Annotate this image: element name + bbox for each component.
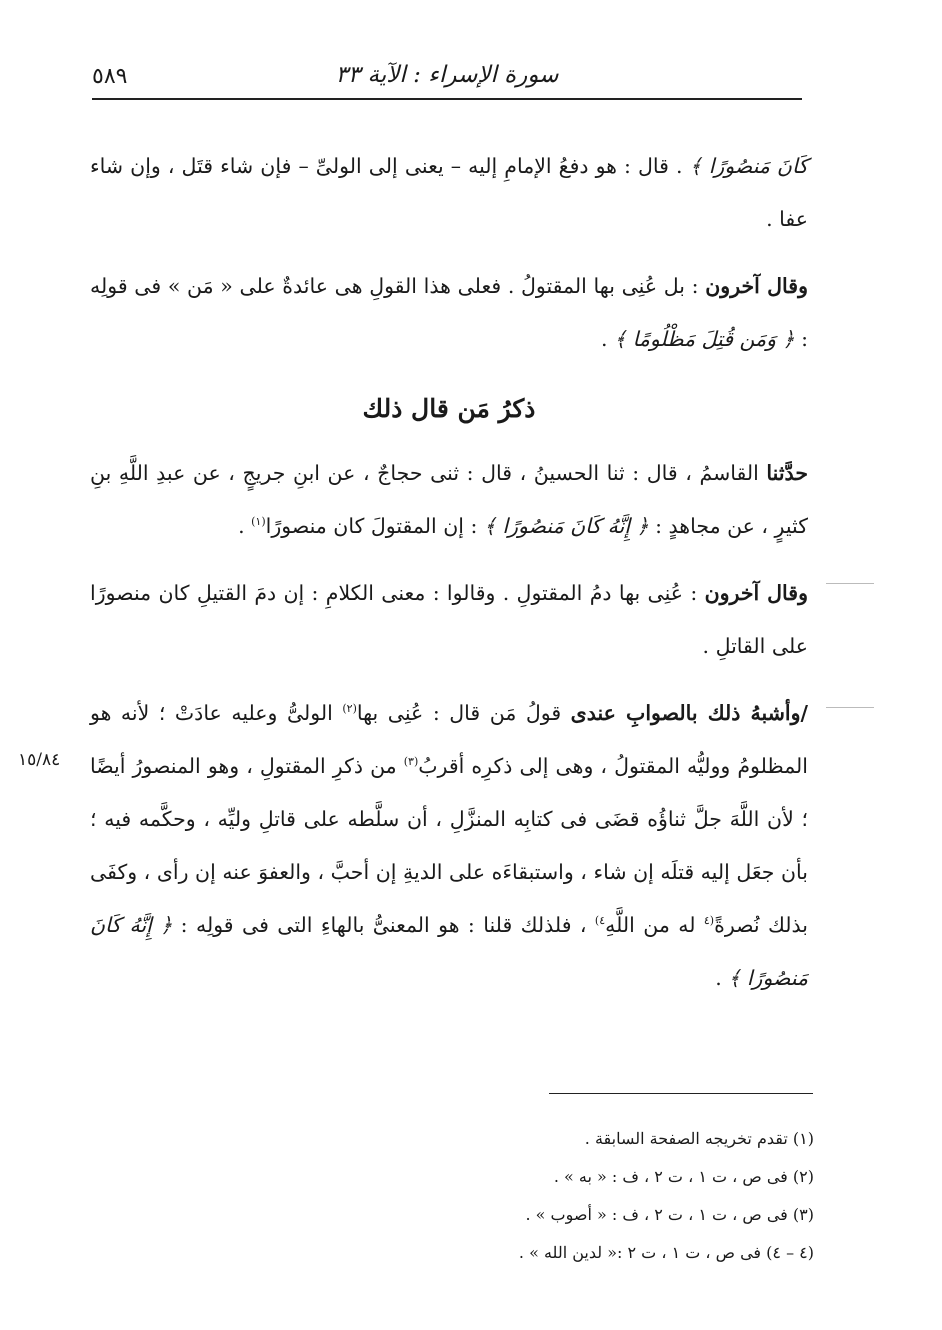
paragraph-text: ، فلذلك قلنا : هو المعنىُّ بالهاءِ التى فى قولِه :	[172, 913, 595, 937]
paragraph-end: .	[715, 966, 729, 990]
paragraph-text: الولىُّ وعليه عادَتْ ؛ لأنه هو المظلومُ ووليُّه المقتولُ ، وهى إلى ذكرِه أقربُ	[90, 701, 808, 778]
paragraph-2	[90, 260, 808, 366]
footnotes	[300, 1120, 814, 1272]
paragraph-5	[90, 687, 808, 1005]
main-text	[90, 140, 808, 1005]
footnote: (٤ – ٤) فى ص ، ت ١ ، ت ٢ :« لدين الله » .	[518, 1243, 814, 1262]
paragraph-text: من ذكرِ المقتولِ ، وهو المنصورُ أيضًا ؛ لأن اللَّهَ جلَّ ثناؤُه قضَى فى كتابِه المنزَّلِ ، أن سلَّطه على قاتلِ وليِّه ، وحكَّمه فيه ؛ بأن جعَل إليه قتلَه إن شاء ، واستبقاءَه على الديةِ إن أحبَّ ، والعفوَ عنه إن رأى ، وكفَى بذلك نُصرةً	[90, 754, 809, 937]
paragraph-end: .	[238, 514, 252, 538]
footnote: (٢) فى ص ، ت ١ ، ت ٢ ، ف : « به » .	[553, 1167, 814, 1186]
quran-quote: ﴿ وَمَن قُتِلَ مَظْلُومًا ﴾	[614, 327, 795, 351]
paragraph-text: : بل عُنِى بها المقتولُ . فعلى هذا القولِ هى عائدةٌ على « مَن » فى قولِه :	[90, 274, 808, 351]
paragraph-text: قولُ مَن قال : عُنِى بها	[356, 701, 571, 725]
margin-reference: ١٥/٨٤	[18, 750, 61, 770]
paragraph-lead: وقال آخرون	[704, 581, 808, 605]
footnote-ref: (٣)	[403, 755, 419, 769]
footnote-ref: (٤	[703, 914, 715, 928]
paragraph-3	[90, 447, 808, 553]
page-number: ٥٨٩	[92, 64, 128, 89]
quran-quote: ﴿ إِنَّهُ كَانَ مَنصُورًا ﴾	[90, 913, 808, 990]
paragraph-lead: وقال آخرون	[705, 274, 808, 298]
footnote: (٣) فى ص ، ت ١ ، ت ٢ ، ف : « أصوب » .	[525, 1205, 814, 1224]
quran-quote: ﴿ إِنَّهُ كَانَ مَنصُورًا ﴾	[483, 514, 649, 538]
footnote: (١) تقدم تخريجه الصفحة السابقة .	[584, 1129, 814, 1148]
footnote-ref: (١)	[251, 515, 266, 529]
quran-quote: كَانَ مَنصُورًا ﴾	[689, 154, 808, 178]
paragraph-text: : عُنِى بها دمُ المقتولِ . وقالوا : معنى الكلامِ : إن دمَ القتيلِ كان منصورًا على القاتلِ .	[90, 581, 808, 658]
paragraph-4	[90, 567, 808, 673]
footnote-ref: ٤)	[594, 914, 606, 928]
paragraph-end: .	[601, 327, 615, 351]
paragraph-text: له من اللَّهِ	[605, 913, 704, 937]
margin-mark	[826, 707, 874, 708]
page-header	[92, 58, 802, 100]
paragraph-lead: /وأشبهُ ذلك بالصوابِ عندى	[570, 701, 808, 725]
running-title: سورة الإسراء : الآية ٣٣	[335, 62, 559, 88]
paragraph-text: : إن المقتولَ كان منصورًا	[265, 514, 484, 538]
paragraph-text: القاسمُ ، قال : ثنا الحسينُ ، قال : ثنى حجاجٌ ، عن ابنِ جريجٍ ، عن عبدِ اللَّهِ بنِ كثيرٍ ، عن مجاهدٍ :	[90, 461, 808, 538]
footnote-divider	[549, 1093, 813, 1094]
paragraph-1	[90, 140, 808, 246]
section-heading: ذكرُ مَن قال ذلك	[362, 394, 536, 423]
paragraph-lead: حدَّثنا	[766, 461, 808, 485]
margin-mark	[826, 583, 874, 584]
paragraph-text: . قال : هو دفعُ الإمامِ إليه – يعنى إلى الولىِّ – فإن شاء قتَل ، وإن شاء عفا .	[90, 154, 808, 231]
footnote-ref: (٢)	[342, 702, 357, 716]
